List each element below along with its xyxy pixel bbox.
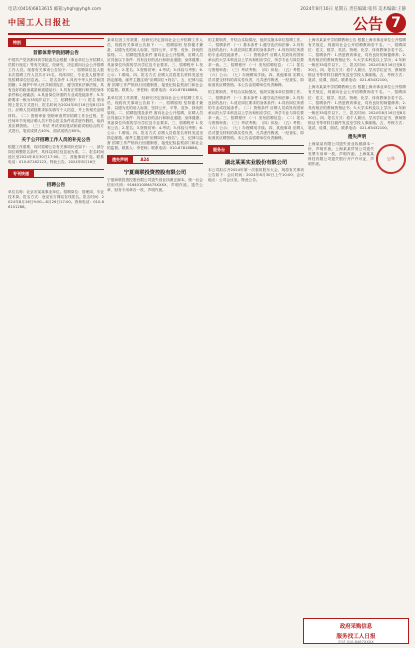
lost-notice-title: 遗失声明 [347,134,367,140]
column-2 [107,38,203,606]
ad-box [303,618,409,644]
section-bar-service [208,145,304,154]
notice-body: 中国共产党首都体育学院委员会根据《事业单位公开招聘人员暂行规定》等有关规定，经研究，决定面向社会公开招聘工作人员。现将有关事项公告如下：一、招聘岗位及人数 本次招聘工作人员共计15名，具体岗位、专业及人数等详见招聘岗位信息表。二、报名条件 1.具有中华人民共和国国籍；2.拥护中华人民共和国宪法，遵守国家法律法规，具有良好的政治素质和道德品行；3.具有正常履行职责的身体条件和心理素质；4.具备岗位所需的专业或技能条件；5.年龄要求一般为35周岁以下。三、招聘程序 （一）报名 采用网上报名方式进行，报名时间为2024年8月16日至8月25日。应聘人员须按要求如实填写个人信息，并上传相关证明材料。（二）资格审查 资格审查贯穿招聘工作全过程，在任何环节发现应聘人员不符合报名条件或弄虚作假的，取消其应聘资格。（三）考试 考试采取笔试和面试相结合的方式进行，笔试成绩占40%，面试成绩占60%。 [8,58,104,133]
newspaper-logo: 中国工人日报社 [8,17,71,27]
notice-body-cont: 上海市某某中学招聘教师公告 根据上海市事业单位公开招聘有关规定，现面向社会公开招聘教师若干名。一、招聘岗位：语文、数学、英语、物理、化学、体育教师各若干名。二、招聘条件：1.热爱教育事业，具有良好的师德修养；2.具有相应的教师资格证书；3.大学本科及以上学历；4.年龄一般在35周岁以下。三、报名时间：2024年8月16日至8月30日。四、报名方式：将个人简历、学历学位证书、教师资格证书等材料扫描件发送至学校人事邮箱。五、考核方式：笔试、说课、面试。联系电话：021-65432100。 [308,85,406,130]
lost-notice-body: 宁夏商联投资控股有限公司遗失营业执照正副本，统一社会信用代码：91640100MA75XXXX，声明作废。遗失公章、财务专用章各一枚，声明作废。 [107,178,203,193]
notice-body-cont: 的主要职责，并结合实际情况，组织实施本单位招聘工作。二、招聘条件 （一）基本条件 1.遵守宪法和法律；2.具有良好的品行；3.适应岗位要求的身体条件；4.具有岗位所需的专业或技能条件。（二）资格条件 应聘人员须具有国家承认的大学本科及以上学历和相应学位，所学专业与岗位要求一致。三、招聘程序 （一）发布招聘信息；（二）报名与资格审查；（三）考试考核；（四）体检；（五）考察；（六）公示；（七）办理聘用手续。四、其他事项 应聘人员对提交材料的真实性负责，凡弄虚作假者，一经查实，即取消其应聘资格。本公告由招聘单位负责解释。 [208,90,304,140]
lost-notice-body: 上海某某有限公司遗失营业执照副本一份，声明作废。上海某某贸易公司遗失发票专用章一枚，声明作废。上海某某科技有限公司遗失银行开户许可证，声明作废。 [308,141,374,167]
company-title: 宁夏商联投资控股有限公司 [123,170,187,177]
notice-body: 的主要职责，并结合实际情况，组织实施本单位招聘工作。二、招聘条件 （一）基本条件 1.遵守宪法和法律；2.具有良好的品行；3.适应岗位要求的身体条件；4.具有岗位所需的专业或技能条件。（二）资格条件 应聘人员须具有国家承认的大学本科及以上学历和相应学位，所学专业与岗位要求一致。三、招聘程序 （一）发布招聘信息；（二）报名与资格审查；（三）考试考核；（四）体检；（五）考察；（六）公示；（七）办理聘用手续。四、其他事项 应聘人员对提交材料的真实性负责，凡弄虚作假者，一经查实，即取消其应聘资格。本公告由招聘单位负责解释。 [208,38,304,88]
section-bar-lost [107,155,203,164]
notice-body-recruit: 单位名称：北京市某某事业单位。招聘岗位：管理岗、专业技术岗。报名方式：登录官方网站在线报名。报名时间：2024年8月16日9:00—8月26日17:00。咨询电话：010-86101288。 [8,189,104,210]
contact-info: 电话:(0416)6813615 邮箱:yhgh@yhgh.com [8,7,102,12]
ad-line-1: 政府采购信息 [339,624,373,630]
ad-line-3: 电话 010-8467XXXX [338,640,374,644]
section-tag: 特别 [8,39,26,46]
column-1 [8,38,104,606]
column-3 [208,38,304,606]
section-tag-express: 专刊快递 [8,170,34,177]
notice-title-supplement: 关于公开招聘工作人员的补充公告 [21,137,91,143]
notice-body: 上海市某某中学招聘教师公告 根据上海市事业单位公开招聘有关规定，现面向社会公开招聘教师若干名。一、招聘岗位：语文、数学、英语、物理、化学、体育教师各若干名。二、招聘条件：1.热爱教育事业，具有良好的师德修养；2.具有相应的教师资格证书；3.大学本科及以上学历；4.年龄一般在35周岁以下。三、报名时间：2024年8月16日至8月30日。四、报名方式：将个人简历、学历学位证书、教师资格证书等材料扫描件发送至学校人事邮箱。五、考核方式：笔试、说课、面试。联系电话：021-65432100。 [308,38,406,83]
header-divider [8,33,406,35]
notice-body-cont: 某单位因工作需要，经研究决定面向社会公开招聘工作人员，现将有关事项公告如下：一、招聘原则 坚持德才兼备、以德为先的用人标准，坚持公开、平等、竞争、择优的原则。二、招聘范围及条件 面向社会公开招聘，应聘人员应具备以下条件：具有良好的品行和职业道德；身体健康；具备岗位所需的学历学位及专业要求。三、招聘程序 1.发布公告；2.报名；3.资格初审；4.考试；5.体检与考察；6.公示；7.聘用。四、报名方式 应聘人员将报名材料发送至指定邮箱，邮件主题注明“应聘岗位+姓名”。五、纪律与监督 招聘工作严格执行回避制度，接受纪检监察部门和社会的监督。联系人：李老师；联系电话：010-87818888。 [107,95,203,150]
notice-body-supplement: 根据工作需要，现对招聘公告有关事项补充如下：一、部分岗位调整报名条件，具体以岗位信息表为准。二、报名时间延长至2024年8月30日17:00。三、其他事项不变。联系电话：010-87182123。特此公告。2024年8月16日 [8,144,104,164]
page-number-badge: 7 [386,13,406,33]
date-editor-info: 2024年8月16日 星期五 责任编辑:张伟 美术编辑:王静 [300,7,406,12]
company-title: 湖北某某实业股份有限公司 [224,159,288,166]
official-seal: 公章 [373,141,406,177]
section-tag-lost: 遗失声明 [107,156,133,163]
notice-title-recruit: 招聘公告 [46,182,66,188]
notice-title: 首都体育学院招聘公告 [33,51,79,56]
section-title: 公告 [352,14,383,33]
notice-body: 某单位因工作需要，经研究决定面向社会公开招聘工作人员，现将有关事项公告如下：一、招聘原则 坚持德才兼备、以德为先的用人标准，坚持公开、平等、竞争、择优的原则。二、招聘范围及条件 面向社会公开招聘，应聘人员应具备以下条件：具有良好的品行和职业道德；身体健康；具备岗位所需的学历学位及专业要求。三、招聘程序 1.发布公告；2.报名；3.资格初审；4.考试；5.体检与考察；6.公示；7.聘用。四、报名方式 应聘人员将报名材料发送至指定邮箱，邮件主题注明“应聘岗位+姓名”。五、纪律与监督 招聘工作严格执行回避制度，接受纪检监察部门和社会的监督。联系人：李老师；联系电话：010-87818888。 [107,38,203,93]
section-tag-service: 服务台 [208,146,230,153]
section-code: A24 [140,157,150,163]
ad-line-2: 服务找工人日报 [336,634,376,640]
meeting-notice-body: 本公司拟召开2024年第一次临时股东大会，现将有关事项公告如下：会议时间：2024年8月30日上午10:00；会议地点：公司会议室。特此公告。 [208,167,304,183]
section-header [353,13,406,33]
section-bar-express [8,169,104,178]
section-bar-special [8,38,104,47]
column-4 [308,38,406,606]
